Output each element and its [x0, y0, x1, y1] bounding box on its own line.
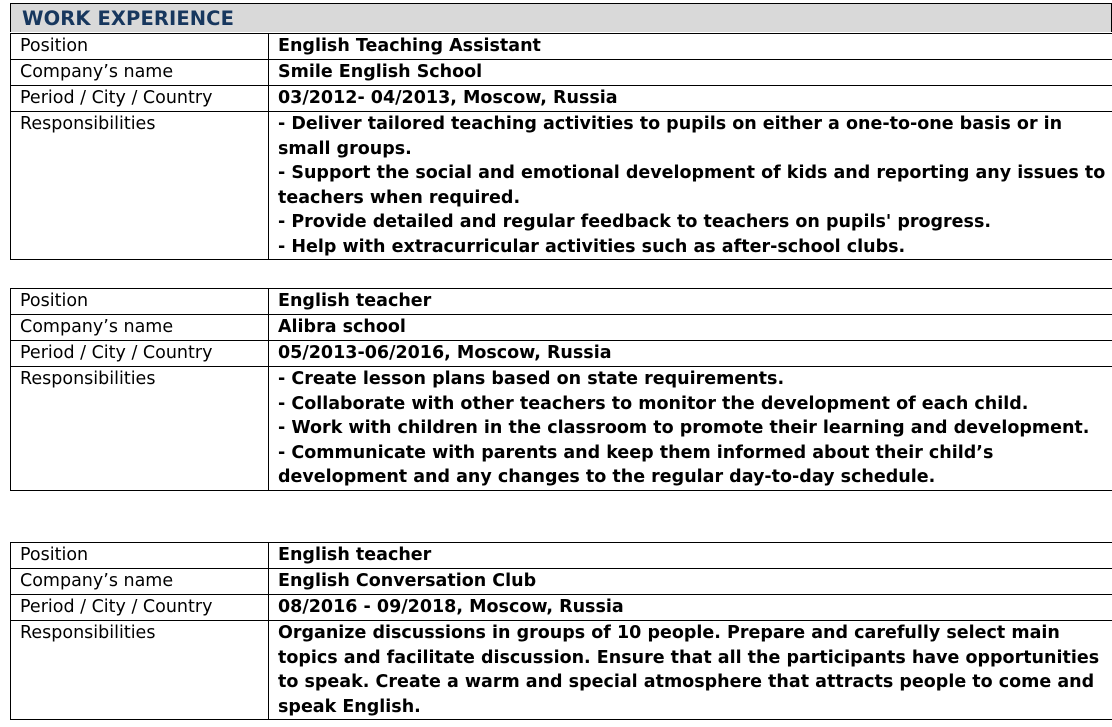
period-value: 03/2012- 04/2013, Moscow, Russia [269, 86, 1112, 112]
responsibilities-value [269, 112, 1112, 260]
responsibilities-label: Responsibilities [11, 367, 269, 491]
table-row [11, 112, 1112, 260]
company-label: Company’s name [11, 315, 269, 341]
table-row [11, 569, 1112, 595]
position-label: Position [11, 34, 269, 60]
table-row [11, 315, 1112, 341]
table-row [11, 289, 1112, 315]
position-label: Position [11, 289, 269, 315]
job-table [10, 288, 1112, 491]
responsibility-item: - Deliver tailored teaching activities to pupils on either a one-to-one basis or in small groups. [278, 114, 1063, 159]
table-row [11, 621, 1112, 720]
section-header [10, 3, 1112, 32]
section-title: WORK EXPERIENCE [22, 7, 235, 30]
responsibility-item: Organize discussions in groups of 10 people. Prepare and carefully select main topics and facilitate discussion. Ensure that all the participants have opportunities to speak. Create a warm and special atmosphere that attracts people to come and speak English. [278, 623, 1100, 717]
company-label: Company’s name [11, 569, 269, 595]
responsibility-item: - Collaborate with other teachers to monitor the development of each child. [278, 393, 1029, 414]
responsibility-item: - Help with extracurricular activities such as after-school clubs. [278, 236, 906, 257]
responsibility-item: - Support the social and emotional development of kids and reporting any issues to teachers when required. [278, 163, 1106, 208]
table-row [11, 34, 1112, 60]
period-value: 05/2013-06/2016, Moscow, Russia [269, 341, 1112, 367]
job-table [10, 33, 1112, 260]
company-value: English Conversation Club [269, 569, 1112, 595]
table-row [11, 543, 1112, 569]
period-value: 08/2016 - 09/2018, Moscow, Russia [269, 595, 1112, 621]
table-row [11, 60, 1112, 86]
responsibilities-value [269, 621, 1112, 720]
period-label: Period / City / Country [11, 341, 269, 367]
company-label: Company’s name [11, 60, 269, 86]
table-row [11, 86, 1112, 112]
responsibility-item: - Create lesson plans based on state requirements. [278, 369, 785, 389]
company-value: Alibra school [269, 315, 1112, 341]
position-label: Position [11, 543, 269, 569]
position-value: English Teaching Assistant [269, 34, 1112, 60]
responsibility-item: - Work with children in the classroom to promote their learning and development. [278, 418, 1090, 438]
position-value: English teacher [269, 543, 1112, 569]
table-row [11, 367, 1112, 491]
period-label: Period / City / Country [11, 86, 269, 112]
period-label: Period / City / Country [11, 595, 269, 621]
responsibilities-value [269, 367, 1112, 491]
responsibilities-label: Responsibilities [11, 621, 269, 720]
responsibilities-label: Responsibilities [11, 112, 269, 260]
responsibility-item: - Provide detailed and regular feedback to teachers on pupils' progress. [278, 212, 992, 232]
position-value: English teacher [269, 289, 1112, 315]
responsibility-item: - Communicate with parents and keep them informed about their child’s development and any changes to the regular day-to-day schedule. [278, 442, 994, 487]
job-table [10, 542, 1112, 720]
table-row [11, 341, 1112, 367]
table-row [11, 595, 1112, 621]
company-value: Smile English School [269, 60, 1112, 86]
